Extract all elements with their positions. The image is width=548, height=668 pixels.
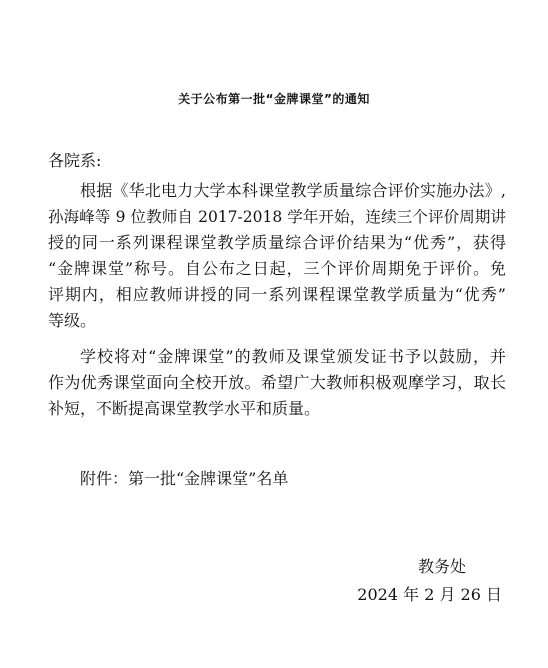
paragraph-1-line-5: 评期内，相应教师讲授的同一系列课程课堂教学质量为“优秀”: [48, 285, 506, 304]
paragraph-1-line-2: 孙海峰等 9 位教师自 2017-2018 学年开始，连续三个评价周期讲: [48, 208, 506, 226]
paragraph-1-line-6: 等级。: [48, 311, 97, 330]
paragraph-2-line-1: 学校将对“金牌课堂”的教师及课堂颁发证书予以鼓励，并: [80, 347, 506, 366]
issuer-signature: 教务处: [417, 557, 466, 576]
paragraph-2-line-2: 作为优秀课堂面向全校开放。希望广大教师积极观摩学习，取长: [48, 373, 506, 392]
salutation: 各院系:: [48, 151, 102, 170]
attachment-note: 附件：第一批“金牌课堂”名单: [80, 469, 289, 488]
paragraph-1-line-4: “金牌课堂”称号。自公布之日起，三个评价周期免于评价。免: [48, 259, 506, 278]
document-title: 关于公布第一批“金牌课堂”的通知: [178, 92, 370, 106]
issue-date: 2024 年 2 月 26 日: [357, 585, 502, 604]
paragraph-1-line-1: 根据《华北电力大学本科课堂教学质量综合评价实施办法》,: [80, 181, 506, 200]
paragraph-2-line-3: 补短，不断提高课堂教学水平和质量。: [48, 399, 321, 418]
paragraph-1-line-3: 授的同一系列课程课堂教学质量综合评价结果为“优秀”，获得: [48, 233, 506, 252]
